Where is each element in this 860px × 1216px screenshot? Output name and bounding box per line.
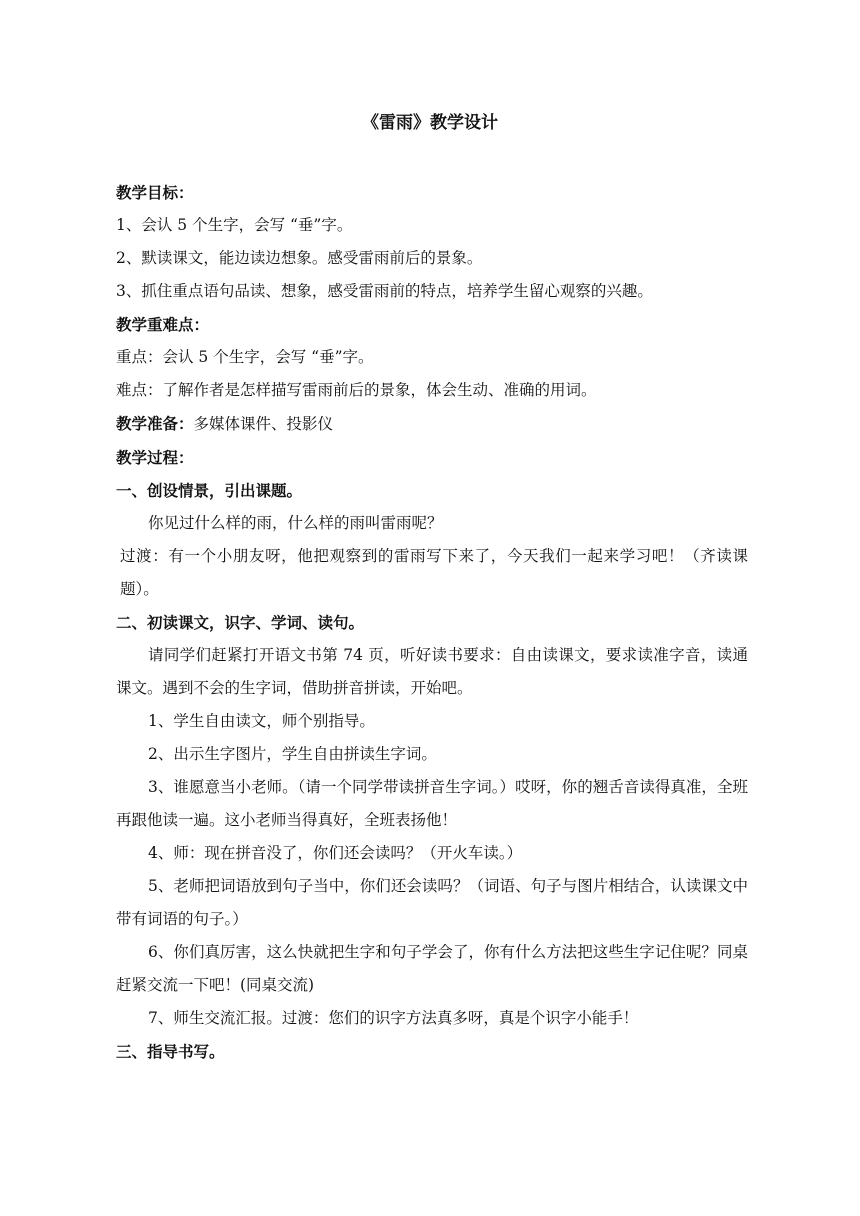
section-heading: 三、指导书写。 xyxy=(116,1042,225,1061)
key-points-heading: 教学重难点： xyxy=(116,315,210,334)
document-body xyxy=(116,176,748,1068)
document-title: 《雷雨》教学设计 xyxy=(362,113,498,133)
step-item: 1、学生自由读文，师个别指导。 xyxy=(148,712,375,730)
objective-item: 1、会认 5 个生字，会写 “垂”字。 xyxy=(116,216,353,234)
step-item: 6、你们真厉害，这么快就把生字和句子学会了，你有什么方法把这些生字记住呢？同桌赶紧交流一下吧！(同桌交流) xyxy=(116,943,748,994)
objective-item: 3、抓住重点语句品读、想象，感受雷雨前的特点，培养学生留心观察的兴趣。 xyxy=(116,282,653,300)
step-item: 2、出示生字图片，学生自由拼读生字词。 xyxy=(148,745,437,763)
key-point-item: 重点：会认 5 个生字，会写 “垂”字。 xyxy=(116,348,374,366)
preparation-text: 多媒体课件、投影仪 xyxy=(193,415,334,433)
section-heading: 一、创设情景，引出课题。 xyxy=(116,481,303,500)
step-item: 3、谁愿意当小老师。（请一个同学带读拼音生字词。）哎呀，你的翘舌音读得真准，全班再跟他读一遍。这小老师当得真好，全班表扬他！ xyxy=(116,778,748,829)
paragraph: 请同学们赶紧打开语文书第 74 页，听好读书要求：自由读课文，要求读准字音，读通课文。遇到不会的生字词，借助拼音拼读，开始吧。 xyxy=(116,646,748,697)
paragraph: 过渡：有一个小朋友呀，他把观察到的雷雨写下来了，今天我们一起来学习吧！（齐读课题）。 xyxy=(120,547,748,598)
objective-item: 2、默读课文，能边读边想象。感受雷雨前后的景象。 xyxy=(116,249,483,267)
preparation-line xyxy=(116,407,748,441)
step-item: 5、老师把词语放到句子当中，你们还会读吗？（词语、句子与图片相结合，认读课文中带有词语的句子。） xyxy=(116,877,748,928)
process-heading: 教学过程： xyxy=(116,448,194,467)
objectives-heading: 教学目标： xyxy=(116,183,194,202)
key-point-item: 难点：了解作者是怎样描写雷雨前后的景象，体会生动、准确的用词。 xyxy=(116,381,597,399)
section-heading: 二、初读课文，识字、学词、读句。 xyxy=(116,613,365,632)
step-item: 7、师生交流汇报。过渡：您们的识字方法真多呀，真是个识字小能手！ xyxy=(148,1009,639,1027)
paragraph: 你见过什么样的雨，什么样的雨叫雷雨呢？ xyxy=(148,514,443,532)
step-item: 4、师：现在拼音没了，你们还会读吗？（开火车读。） xyxy=(148,844,523,862)
preparation-label: 教学准备： xyxy=(116,414,194,433)
